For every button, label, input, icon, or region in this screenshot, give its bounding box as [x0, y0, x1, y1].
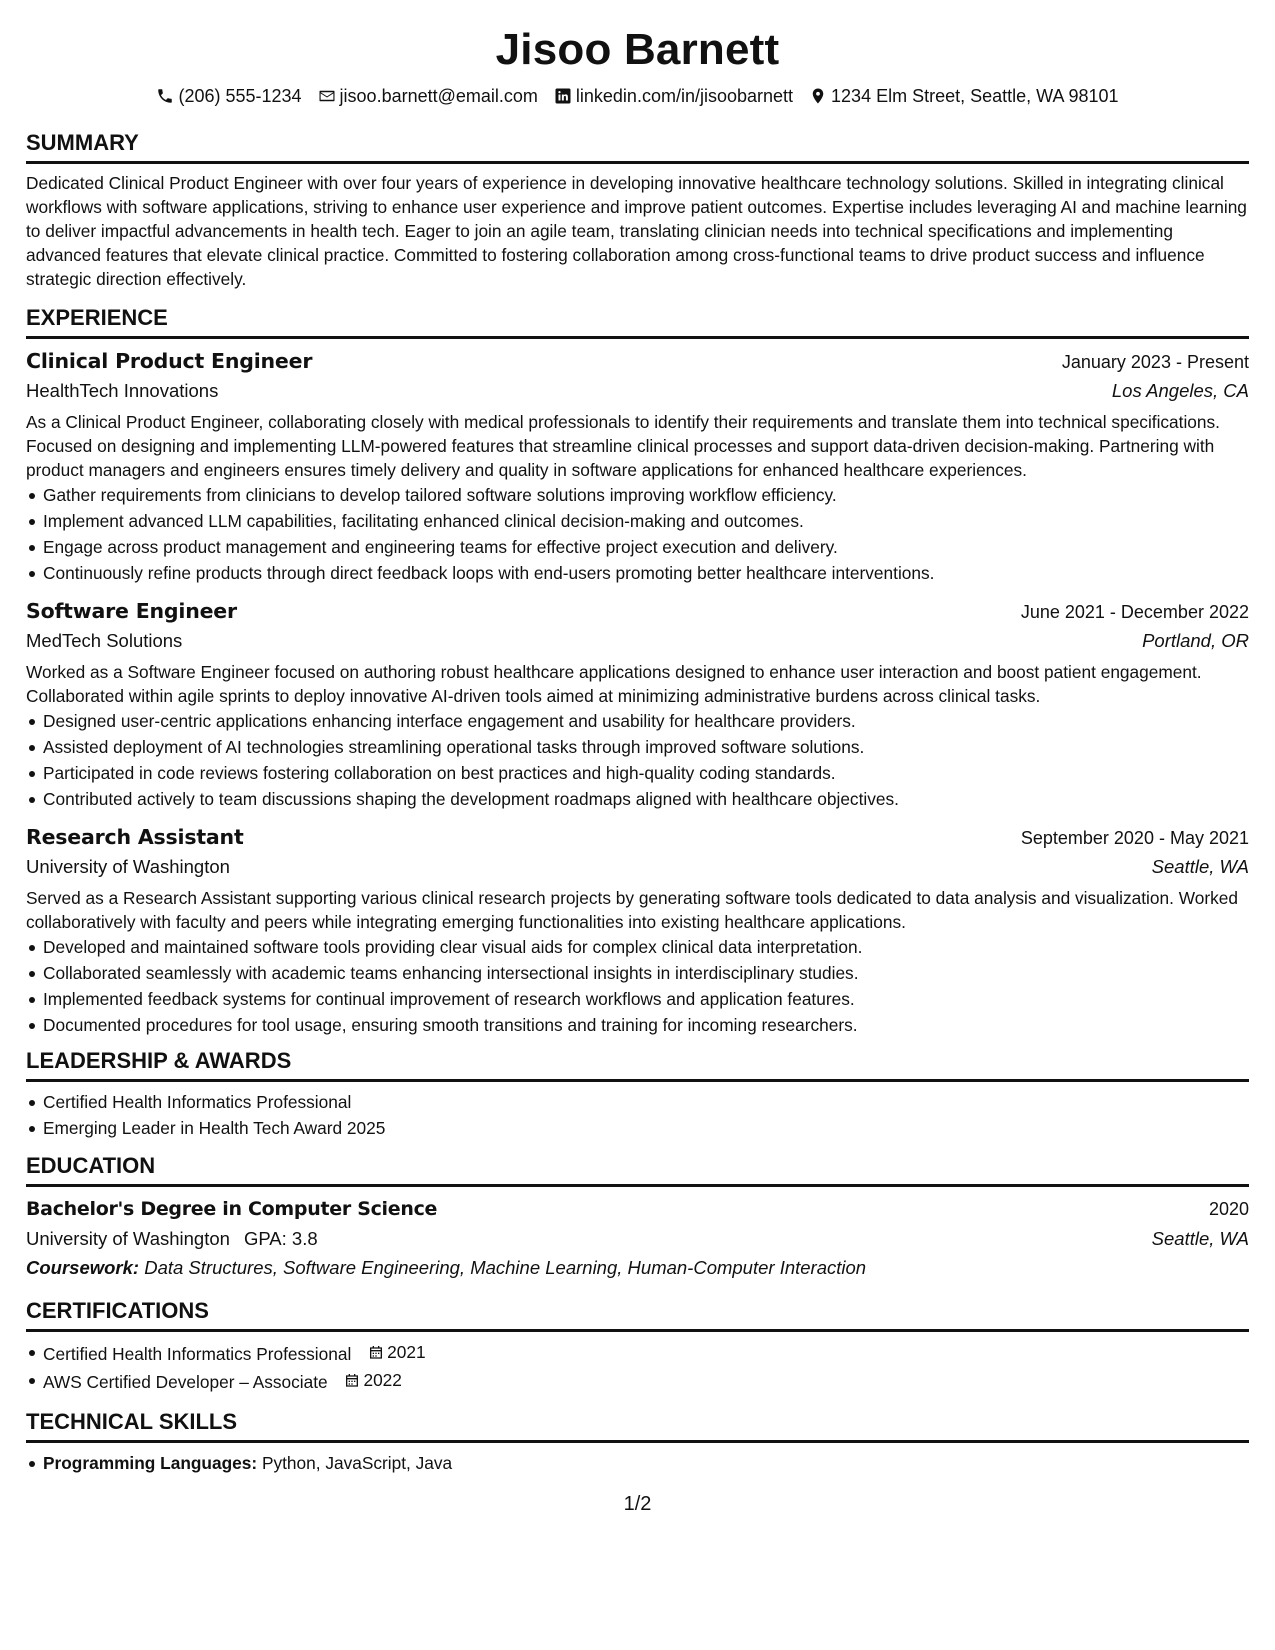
calendar-icon: [344, 1372, 360, 1388]
list-item: [43, 1367, 1249, 1395]
list-item: Implemented feedback systems for continual improvement of research workflows and application features.: [43, 986, 1249, 1012]
list-item: Collaborated seamlessly with academic teams enhancing intersectional insights in interdisciplinary studies.: [43, 960, 1249, 986]
linkedin-icon: [554, 87, 572, 105]
school-name: University of Washington: [26, 1228, 230, 1249]
cert-date: [344, 1367, 401, 1393]
list-item: Certified Health Informatics Professional: [43, 1089, 1249, 1115]
map-pin-icon: [809, 87, 827, 105]
section-title: SUMMARY: [26, 130, 1249, 164]
experience-section: [26, 305, 1249, 1038]
cert-date: [368, 1339, 425, 1365]
list-item: Emerging Leader in Health Tech Award 2025: [43, 1115, 1249, 1141]
job-description: As a Clinical Product Engineer, collaborating closely with medical professionals to identify their requirements and translate them into technical specifications. Focused on designing and implementing LLM-powered features that streamline clinical processes and support data-driven decision-making. Partnering with product managers and engineers ensures timely delivery and quality in software applications for enhanced healthcare experiences.: [26, 412, 1220, 480]
job-location: Portland, OR: [1142, 630, 1249, 651]
section-title: EDUCATION: [26, 1153, 1249, 1187]
contact-bar: [26, 84, 1249, 108]
leadership-list: [26, 1089, 1249, 1141]
coursework-label: Coursework:: [26, 1257, 140, 1278]
section-title: TECHNICAL SKILLS: [26, 1409, 1249, 1443]
leadership-section: [26, 1048, 1249, 1141]
address-text: 1234 Elm Street, Seattle, WA 98101: [831, 86, 1119, 106]
list-item: Designed user-centric applications enhancing interface engagement and usability for healthcare providers.: [43, 708, 1249, 734]
job-company: HealthTech Innovations: [26, 380, 219, 401]
coursework: [26, 1254, 1249, 1282]
section-title: CERTIFICATIONS: [26, 1298, 1249, 1332]
coursework-list: Data Structures, Software Engineering, Machine Learning, Human-Computer Interaction: [144, 1257, 867, 1278]
cert-name: AWS Certified Developer – Associate: [43, 1372, 328, 1392]
cert-name: Certified Health Informatics Professional: [43, 1344, 352, 1364]
list-item: Assisted deployment of AI technologies streamlining operational tasks through improved software solutions.: [43, 734, 1249, 760]
cert-year: 2021: [387, 1342, 426, 1362]
cert-year: 2022: [363, 1370, 402, 1390]
list-item: Developed and maintained software tools providing clear visual aids for complex clinical data interpretation.: [43, 934, 1249, 960]
list-item: Documented procedures for tool usage, ensuring smooth transitions and training for incoming researchers.: [43, 1012, 1249, 1038]
contact-linkedin[interactable]: [554, 84, 793, 108]
job-entry: [26, 596, 1249, 812]
job-bullets: [26, 934, 1249, 1038]
job-description: Served as a Research Assistant supporting various clinical research projects by generating software tools dedicated to data analysis and visualization. Worked collaboratively with faculty and peers while integrating emerging functionalities into existing healthcare applications.: [26, 888, 1238, 932]
gpa: GPA: 3.8: [243, 1228, 318, 1249]
contact-email[interactable]: [318, 84, 538, 108]
list-item: Engage across product management and engineering teams for effective project execution and delivery.: [43, 534, 1249, 560]
job-company: University of Washington: [26, 856, 230, 877]
section-title: EXPERIENCE: [26, 305, 1249, 339]
job-title: Clinical Product Engineer: [26, 349, 313, 373]
resume-page: [26, 0, 1249, 1476]
certifications-section: [26, 1298, 1249, 1395]
calendar-icon: [368, 1344, 384, 1360]
degree-year: 2020: [1208, 1199, 1249, 1219]
job-bullets: [26, 708, 1249, 812]
skills-list: [26, 1450, 1249, 1476]
job-title: Research Assistant: [26, 825, 244, 849]
list-item: [43, 1339, 1249, 1367]
page-number: 1/2: [623, 1493, 652, 1515]
job-description: Worked as a Software Engineer focused on authoring robust healthcare applications designed to enhance user interaction and boost patient engagement. Collaborated within agile sprints to deploy innovative AI-driven tools aimed at minimizing administrative burdens across clinical tasks.: [26, 662, 1202, 706]
list-item: Continuously refine products through direct feedback loops with end-users promoting better healthcare interventions.: [43, 560, 1249, 586]
certifications-list: [26, 1339, 1249, 1395]
job-title: Software Engineer: [26, 599, 237, 623]
job-dates: January 2023 - Present: [1061, 352, 1249, 372]
candidate-name: Jisoo Barnett: [495, 25, 780, 74]
phone-text: (206) 555-1234: [178, 86, 302, 106]
list-item: Gather requirements from clinicians to develop tailored software solutions improving workflow efficiency.: [43, 482, 1249, 508]
linkedin-link[interactable]: linkedin.com/in/jisoobarnett: [575, 86, 794, 106]
job-bullets: [26, 482, 1249, 586]
email-link[interactable]: jisoo.barnett@email.com: [339, 86, 538, 106]
school-location: Seattle, WA: [1151, 1228, 1249, 1249]
skill-label: Programming Languages:: [43, 1453, 258, 1473]
school-line: [26, 1224, 318, 1254]
job-dates: September 2020 - May 2021: [1020, 828, 1249, 848]
contact-address: [809, 84, 1119, 108]
contact-phone: [156, 84, 301, 108]
list-item: [43, 1450, 1249, 1476]
job-location: Los Angeles, CA: [1111, 380, 1249, 401]
job-entry: [26, 346, 1249, 586]
list-item: Contributed actively to team discussions shaping the development roadmaps aligned with healthcare objectives.: [43, 786, 1249, 812]
job-location: Seattle, WA: [1151, 856, 1249, 877]
summary-text: Dedicated Clinical Product Engineer with over four years of experience in developing innovative healthcare technology solutions. Skilled in integrating clinical workflows with software applications, striving to enhance user experience and improve patient outcomes. Expertise includes leveraging AI and machine learning to deliver impactful advancements in health tech. Eager to join an agile team, translating clinician needs into technical specifications and implementing advanced features that elevate clinical practice. Committed to fostering collaboration among cross-functional teams to drive product success and influence strategic direction effectively.: [26, 173, 1247, 289]
skill-value: Python, JavaScript, Java: [261, 1453, 453, 1473]
job-company: MedTech Solutions: [26, 630, 183, 651]
envelope-icon: [318, 87, 336, 105]
job-entry: [26, 822, 1249, 1038]
summary-section: [26, 130, 1249, 291]
degree-title: Bachelor's Degree in Computer Science: [26, 1198, 438, 1220]
phone-icon: [156, 87, 174, 105]
job-dates: June 2021 - December 2022: [1020, 602, 1249, 622]
list-item: Implement advanced LLM capabilities, facilitating enhanced clinical decision-making and outcomes.: [43, 508, 1249, 534]
list-item: Participated in code reviews fostering collaboration on best practices and high-quality coding standards.: [43, 760, 1249, 786]
education-section: [26, 1153, 1249, 1282]
skills-section: [26, 1409, 1249, 1476]
section-title: LEADERSHIP & AWARDS: [26, 1048, 1249, 1082]
